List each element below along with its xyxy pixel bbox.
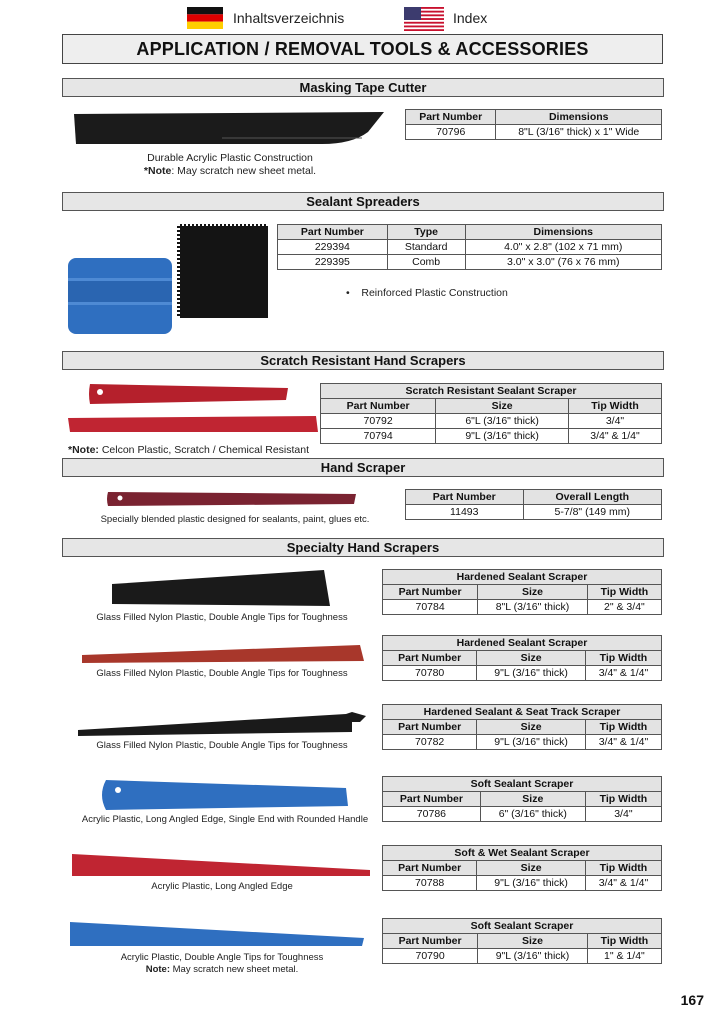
- page-number: 167: [680, 992, 704, 1008]
- scratch-scraper-9-image: [66, 410, 320, 436]
- header-part-number: Part Number: [383, 720, 477, 735]
- header-part-number: Part Number: [321, 399, 436, 414]
- table-title: Soft & Wet Sealant Scraper: [383, 846, 662, 861]
- hardened-scraper-70784-image: [110, 568, 332, 610]
- note-text: May scratch new sheet metal.: [169, 964, 299, 975]
- part-number: 70792: [321, 414, 436, 429]
- tip-width: 3/4" & 1/4": [585, 876, 661, 891]
- part-number: 229395: [278, 255, 388, 270]
- tip-width: 2" & 3/4": [587, 600, 661, 615]
- table-row: [406, 125, 662, 140]
- header-tip-width: Tip Width: [585, 651, 661, 666]
- header-dimensions: Dimensions: [465, 225, 661, 240]
- header-size: Size: [477, 861, 586, 876]
- table-row: [406, 505, 662, 520]
- header-part-number: Part Number: [383, 792, 481, 807]
- hand-scraper-image: [104, 486, 358, 512]
- table-title: Soft Sealant Scraper: [383, 919, 662, 934]
- tip-width: 3/4" & 1/4": [585, 666, 661, 681]
- header-tip-width: Tip Width: [585, 792, 661, 807]
- specialty-caption: Glass Filled Nylon Plastic, Double Angle Tips for Toughness: [96, 668, 348, 679]
- specialty-table-70786: [382, 776, 662, 822]
- table-row: [321, 429, 662, 444]
- table-title: Hardened Sealant Scraper: [383, 636, 662, 651]
- note-label: *Note: [143, 165, 172, 177]
- section-specialty-scrapers: Specialty Hand Scrapers: [62, 538, 664, 557]
- hardened-scraper-70780-image: [80, 643, 366, 667]
- part-number: 70796: [406, 125, 496, 140]
- header-size: Size: [480, 792, 585, 807]
- header-tip-width: Tip Width: [587, 934, 661, 949]
- table-row: [383, 600, 662, 615]
- part-number: 70790: [383, 949, 478, 964]
- soft-wet-scraper-70788-image: [70, 850, 374, 880]
- header-tip-width: Tip Width: [585, 861, 661, 876]
- type: Standard: [387, 240, 465, 255]
- seat-track-scraper-70782-image: [76, 710, 370, 738]
- part-number: 70784: [383, 600, 478, 615]
- index-link[interactable]: Index: [453, 10, 488, 26]
- overall-length: 5-7/8" (149 mm): [523, 505, 661, 520]
- header-size: Size: [478, 585, 588, 600]
- header-tip-width: Tip Width: [568, 399, 661, 414]
- part-number: 70786: [383, 807, 481, 822]
- part-number: 70788: [383, 876, 477, 891]
- header-type: Type: [387, 225, 465, 240]
- table-row: [383, 949, 662, 964]
- size: 9"L (3/16" thick): [478, 949, 588, 964]
- hand-scraper-table: [405, 489, 662, 520]
- header-part-number: Part Number: [383, 934, 478, 949]
- contents-link[interactable]: Inhaltsverzeichnis: [233, 10, 345, 26]
- size: 9"L (3/16" thick): [477, 666, 586, 681]
- note-label: *Note:: [68, 444, 99, 456]
- tip-width: 1" & 1/4": [587, 949, 661, 964]
- specialty-table-70782: [382, 704, 662, 750]
- header-size: Size: [478, 934, 588, 949]
- bullet-text: Reinforced Plastic Construction: [361, 287, 508, 299]
- table-row: [383, 876, 662, 891]
- specialty-table-70790: [382, 918, 662, 964]
- tip-width: 3/4": [585, 807, 661, 822]
- scratch-scraper-6-image: [86, 380, 290, 408]
- header-overall-length: Overall Length: [523, 490, 661, 505]
- tip-width: 3/4": [568, 414, 661, 429]
- note-text: Celcon Plastic, Scratch / Chemical Resistant: [98, 444, 309, 456]
- header-part-number: Part Number: [278, 225, 388, 240]
- section-scratch-resistant-scrapers: Scratch Resistant Hand Scrapers: [62, 351, 664, 370]
- size: 9"L (3/16" thick): [436, 429, 569, 444]
- header-part-number: Part Number: [406, 490, 524, 505]
- note-text: : May scratch new sheet metal.: [171, 165, 317, 177]
- table-row: [383, 735, 662, 750]
- part-number: 229394: [278, 240, 388, 255]
- table-row: [383, 666, 662, 681]
- header-tip-width: Tip Width: [585, 720, 661, 735]
- header-tip-width: Tip Width: [587, 585, 661, 600]
- header-dimensions: Dimensions: [496, 110, 662, 125]
- dimensions: 4.0" x 2.8" (102 x 71 mm): [465, 240, 661, 255]
- table-row: [278, 255, 662, 270]
- part-number: 11493: [406, 505, 524, 520]
- scratch-resistant-table: [320, 383, 662, 444]
- page-title: APPLICATION / REMOVAL TOOLS & ACCESSORIES: [62, 34, 663, 64]
- tip-width: 3/4" & 1/4": [568, 429, 661, 444]
- specialty-caption: Glass Filled Nylon Plastic, Double Angle Tips for Toughness: [96, 612, 348, 623]
- part-number: 70794: [321, 429, 436, 444]
- soft-scraper-70790-image: [68, 916, 368, 950]
- specialty-caption: Glass Filled Nylon Plastic, Double Angle Tips for Toughness: [96, 740, 348, 751]
- tip-width: 3/4" & 1/4": [585, 735, 661, 750]
- table-title: Scratch Resistant Sealant Scraper: [321, 384, 662, 399]
- specialty-caption: Acrylic Plastic, Double Angle Tips for Toughness: [120, 952, 324, 963]
- size: 9"L (3/16" thick): [477, 876, 586, 891]
- size: 6" (3/16" thick): [480, 807, 585, 822]
- size: 9"L (3/16" thick): [477, 735, 586, 750]
- table-row: [383, 807, 662, 822]
- masking-tape-cutter-caption: Durable Acrylic Plastic Construction: [147, 152, 313, 164]
- header-part-number: Part Number: [383, 585, 478, 600]
- header-size: Size: [477, 651, 586, 666]
- table-title: Soft Sealant Scraper: [383, 777, 662, 792]
- header-part-number: Part Number: [383, 861, 477, 876]
- dimensions: 3.0" x 3.0" (76 x 76 mm): [465, 255, 661, 270]
- header-part-number: Part Number: [383, 651, 477, 666]
- masking-tape-cutter-image: [72, 108, 388, 148]
- section-sealant-spreaders: Sealant Spreaders: [62, 192, 664, 211]
- table-row: [321, 414, 662, 429]
- specialty-caption: Acrylic Plastic, Long Angled Edge: [151, 881, 293, 892]
- size: 6"L (3/16" thick): [436, 414, 569, 429]
- soft-scraper-70786-image: [96, 778, 352, 812]
- size: 8"L (3/16" thick): [478, 600, 588, 615]
- german-flag-icon[interactable]: [187, 7, 223, 29]
- header-size: Size: [436, 399, 569, 414]
- standard-spreader-image: [66, 256, 176, 336]
- table-title: Hardened Sealant Scraper: [383, 570, 662, 585]
- bullet-icon: •: [346, 287, 350, 299]
- table-row: [278, 240, 662, 255]
- header-size: Size: [477, 720, 586, 735]
- dimensions: 8"L (3/16" thick) x 1" Wide: [496, 125, 662, 140]
- table-title: Hardened Sealant & Seat Track Scraper: [383, 705, 662, 720]
- comb-spreader-image: [176, 224, 270, 320]
- specialty-table-70780: [382, 635, 662, 681]
- type: Comb: [387, 255, 465, 270]
- part-number: 70780: [383, 666, 477, 681]
- section-hand-scraper: Hand Scraper: [62, 458, 664, 477]
- note-label: Note:: [145, 964, 170, 975]
- specialty-caption: Acrylic Plastic, Long Angled Edge, Single End with Rounded Handle: [81, 814, 369, 825]
- sealant-spreaders-table: [277, 224, 662, 270]
- bullet-item: [346, 287, 508, 299]
- masking-tape-cutter-table: [405, 109, 662, 140]
- specialty-table-70788: [382, 845, 662, 891]
- header-part-number: Part Number: [406, 110, 496, 125]
- specialty-table-70784: [382, 569, 662, 615]
- part-number: 70782: [383, 735, 477, 750]
- hand-scraper-caption: Specially blended plastic designed for sealants, paint, glues etc.: [100, 514, 370, 525]
- section-masking-tape-cutter: Masking Tape Cutter: [62, 78, 664, 97]
- us-flag-icon[interactable]: [404, 7, 444, 31]
